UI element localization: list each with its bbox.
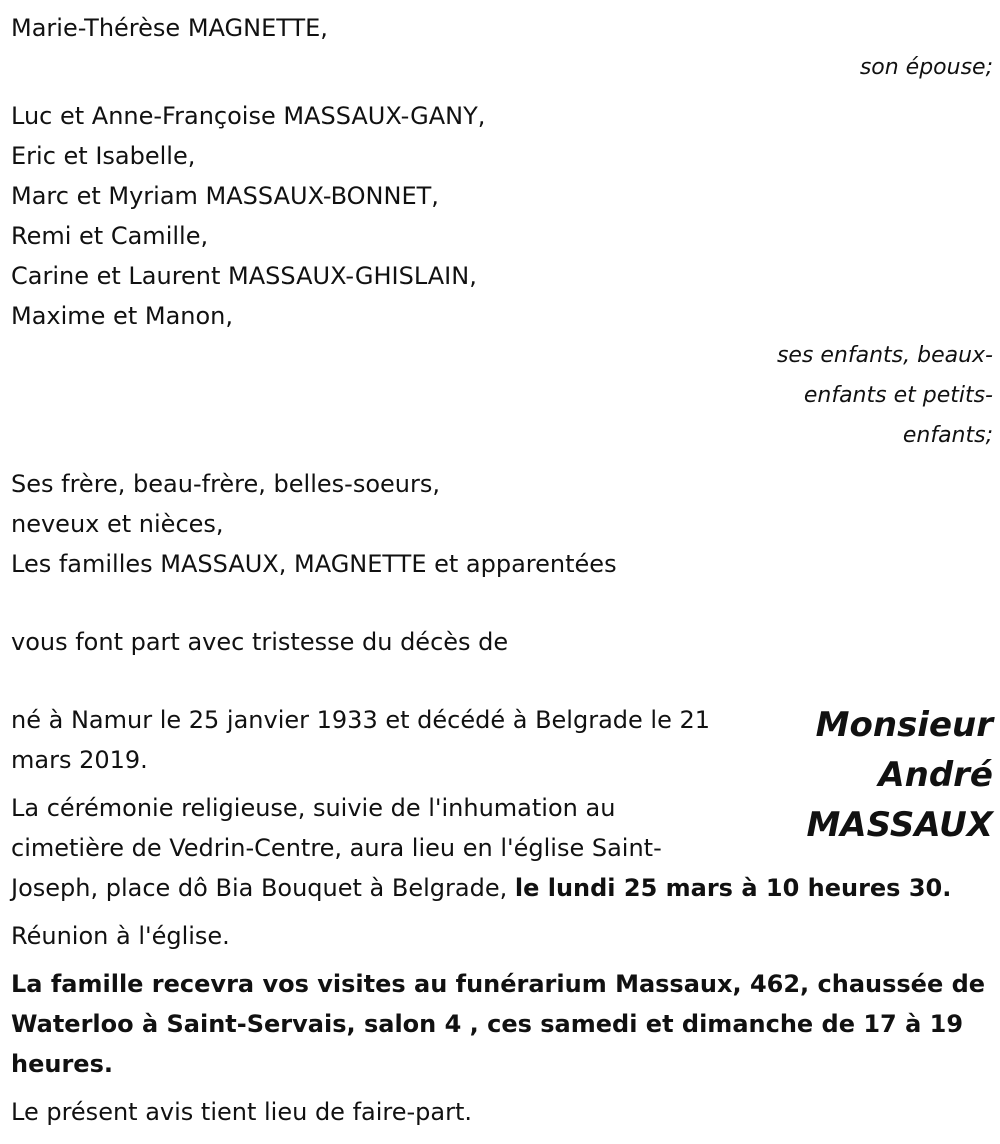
list-item: neveux et nièces, [11, 510, 224, 538]
spouse-name: Marie-Thérèse MAGNETTE, [11, 14, 328, 42]
children-role [11, 336, 993, 456]
children-role-line: enfants; [902, 423, 993, 448]
list-item: Remi et Camille, [11, 222, 209, 250]
deceased-name [743, 700, 993, 850]
list-item: Maxime et Manon, [11, 302, 234, 330]
list-item: Eric et Isabelle, [11, 142, 196, 170]
closing-text: Le présent avis tient lieu de faire-part. [11, 1098, 473, 1126]
list-item: Marc et Myriam MASSAUX-BONNET, [11, 182, 439, 210]
deceased-last-name: MASSAUX [806, 805, 993, 845]
relatives-list [11, 464, 993, 584]
announcement-text: vous font part avec tristesse du décès de [11, 628, 509, 656]
ceremony-text: La cérémonie religieuse, suivie de l'inhumation au cimetière de Vedrin-Centre, aura lieu en l'église Saint-Joseph, place dô Bia Bouquet à Belgrade, [11, 794, 662, 902]
details-section [11, 700, 993, 1132]
children-list [11, 96, 993, 336]
list-item: Ses frère, beau-frère, belles-soeurs, [11, 470, 440, 498]
birth-death-text: né à Namur le 25 janvier 1933 et décédé à Belgrade le 21 mars 2019. [11, 706, 711, 774]
meeting-text: Réunion à l'église. [11, 922, 230, 950]
children-role-line: enfants et petits- [803, 383, 993, 408]
visits-text: La famille recevra vos visites au funérarium Massaux, 462, chaussée de Waterloo à Saint-Servais, salon 4 , ces samedi et dimanche de 17 à 19 heures. [11, 970, 986, 1078]
list-item: Carine et Laurent MASSAUX-GHISLAIN, [11, 262, 477, 290]
deceased-title: Monsieur [815, 705, 993, 745]
list-item: Les familles MASSAUX, MAGNETTE et apparentées [11, 550, 617, 578]
children-role-line: ses enfants, beaux- [776, 343, 993, 368]
deceased-first-name: André [878, 755, 993, 795]
ceremony-date: le lundi 25 mars à 10 heures 30. [514, 874, 952, 902]
list-item: Luc et Anne-Françoise MASSAUX-GANY, [11, 102, 486, 130]
obituary-content [11, 8, 993, 1132]
spouse-role: son épouse; [859, 55, 993, 80]
